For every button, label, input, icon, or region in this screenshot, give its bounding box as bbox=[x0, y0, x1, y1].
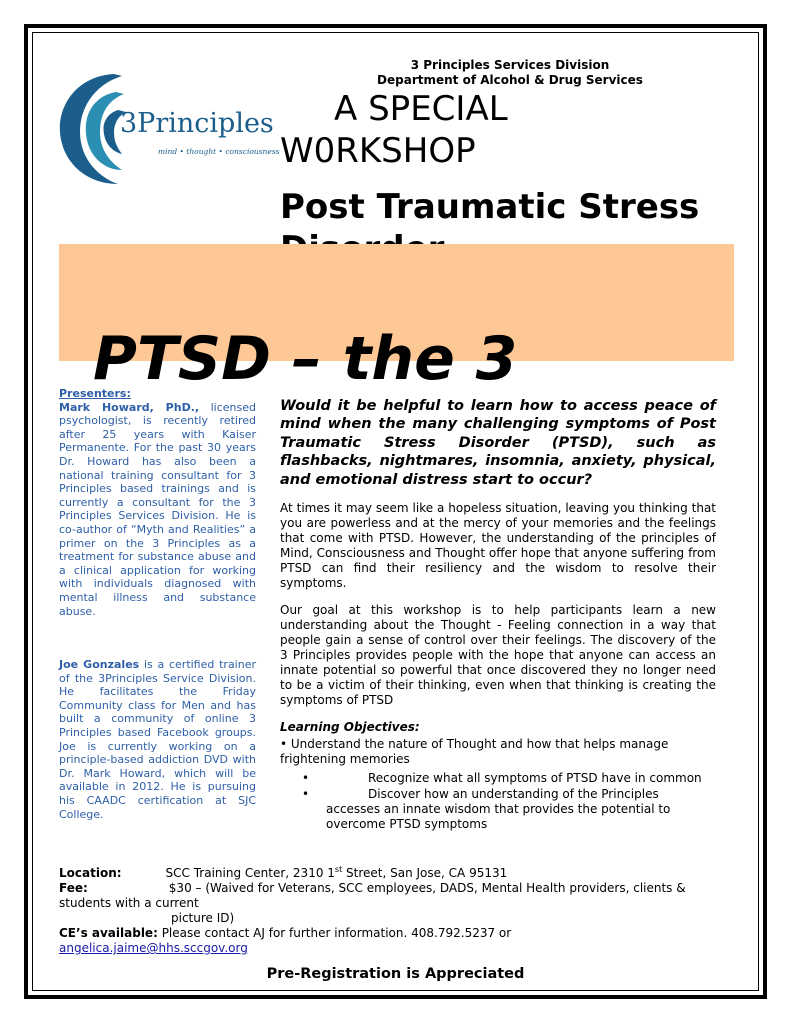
contact-email-link[interactable]: angelica.jaime@hhs.sccgov.org bbox=[59, 941, 248, 955]
main-content bbox=[280, 397, 716, 839]
3principles-logo bbox=[56, 70, 280, 188]
lead-question: Would it be helpful to learn how to access peace of mind when the many challenging symptoms of Post Traumatic Stress Disorder (PTSD), such as flashbacks, nightmares, insomnia, anxiety, physical, and emotional distress start to occur? bbox=[280, 398, 716, 488]
location-row bbox=[59, 862, 729, 881]
presenter-howard-bio: licensed psychologist, is recently retired after 25 years with Kaiser Permanente. For the past 30 years Dr. Howard has also been a national training consultant for 3 Principles based trainings and is currently a consultant for the 3 Principles Services Division. He is co-author of “Myth and Realities” a primer on the 3 Principles as a treatment for substance abuse and a clinical application for working with individuals diagnosed with mental illness and substance abuse. bbox=[59, 400, 256, 618]
fee-label: Fee: bbox=[59, 881, 88, 895]
logo-brand: 3Principles bbox=[120, 108, 274, 139]
presenter-howard bbox=[59, 401, 256, 619]
objectives-heading: Learning Objectives: bbox=[280, 720, 420, 735]
fee-row bbox=[59, 881, 729, 911]
sub-objectives-list bbox=[280, 771, 716, 832]
bullet-icon: • bbox=[302, 771, 310, 786]
preregistration-note: Pre-Registration is Appreciated bbox=[266, 966, 525, 982]
location-rest: Street, San Jose, CA 95131 bbox=[342, 866, 508, 880]
intro-paragraph: At times it may seem like a hopeless situation, leaving you thinking that you are powerless and at the mercy of your memories and the feelings that come with PTSD. However, the understanding of the principles of Mind, Consciousness and Thought offer hope that anyone suffering from PTSD can find their resiliency and the wisdom to resolve their symptoms. bbox=[280, 501, 716, 591]
ce-row bbox=[59, 926, 729, 941]
list-item: • Discover how an understanding of the Principles accesses an innate wisdom that provides the potential to overcome PTSD symptoms bbox=[302, 787, 671, 832]
location-sup: st bbox=[334, 865, 343, 874]
ce-value: Please contact AJ for further information. 408.792.5237 or bbox=[157, 926, 512, 940]
list-item: • Recognize what all symptoms of PTSD have in common bbox=[302, 771, 702, 786]
presenter-gonzales-bio: is a certified trainer of the 3Principles Service Division. He facilitates the Friday Community class for Men and has built a community of online 3 Principles based Facebook groups. Joe is currently working on a principle-based addiction DVD with Dr. Mark Howard, which will be available in 2012. He is pursuing his CAADC certification at SJC College. bbox=[59, 658, 257, 821]
department-name: Department of Alcohol & Drug Services bbox=[377, 73, 643, 87]
special-workshop-heading bbox=[280, 88, 508, 172]
event-details bbox=[59, 862, 729, 956]
fee-value: $30 – (Waived for Veterans, SCC employees, DADS, Mental Health providers, clients & students with a current bbox=[59, 881, 686, 910]
header-department bbox=[360, 58, 660, 88]
location-label: Location: bbox=[59, 866, 122, 880]
workshop-title: Post Traumatic Stress bbox=[280, 187, 700, 227]
special-line-2: W0RKSHOP bbox=[280, 131, 476, 171]
logo-tagline: mind • thought • consciousness bbox=[158, 147, 280, 156]
objective-main: • Understand the nature of Thought and how that helps manage frightening memories bbox=[280, 737, 669, 767]
location-value: SCC Training Center, 2310 1 bbox=[165, 866, 335, 880]
presenters-column bbox=[59, 387, 256, 821]
goal-paragraph: Our goal at this workshop is to help participants learn a new understanding about the Thought - Feeling connection in a way that people gain a sense of control over their feelings. The discovery of the 3 Principles provides people with the hope that anyone can access an innate potential so powerful that once discovered they no longer need to be a victim of their thinking, even when that thinking is creating the symptoms of PTSD bbox=[280, 603, 716, 708]
fee-continued: picture ID) bbox=[171, 911, 235, 925]
bullet-icon: • bbox=[302, 787, 310, 802]
ce-label: CE’s available: bbox=[59, 926, 158, 940]
division-name: 3 Principles Services Division bbox=[410, 58, 610, 72]
presenter-gonzales-name: Joe Gonzales bbox=[59, 658, 140, 672]
special-line-1: A SPECIAL bbox=[280, 89, 508, 129]
presenters-heading: Presenters: bbox=[59, 387, 131, 400]
banner-text: PTSD – the 3 bbox=[93, 324, 518, 394]
presenter-gonzales bbox=[59, 658, 256, 821]
presenter-howard-name: Mark Howard, PhD., bbox=[59, 400, 200, 414]
logo-swirl-icon bbox=[56, 70, 280, 188]
